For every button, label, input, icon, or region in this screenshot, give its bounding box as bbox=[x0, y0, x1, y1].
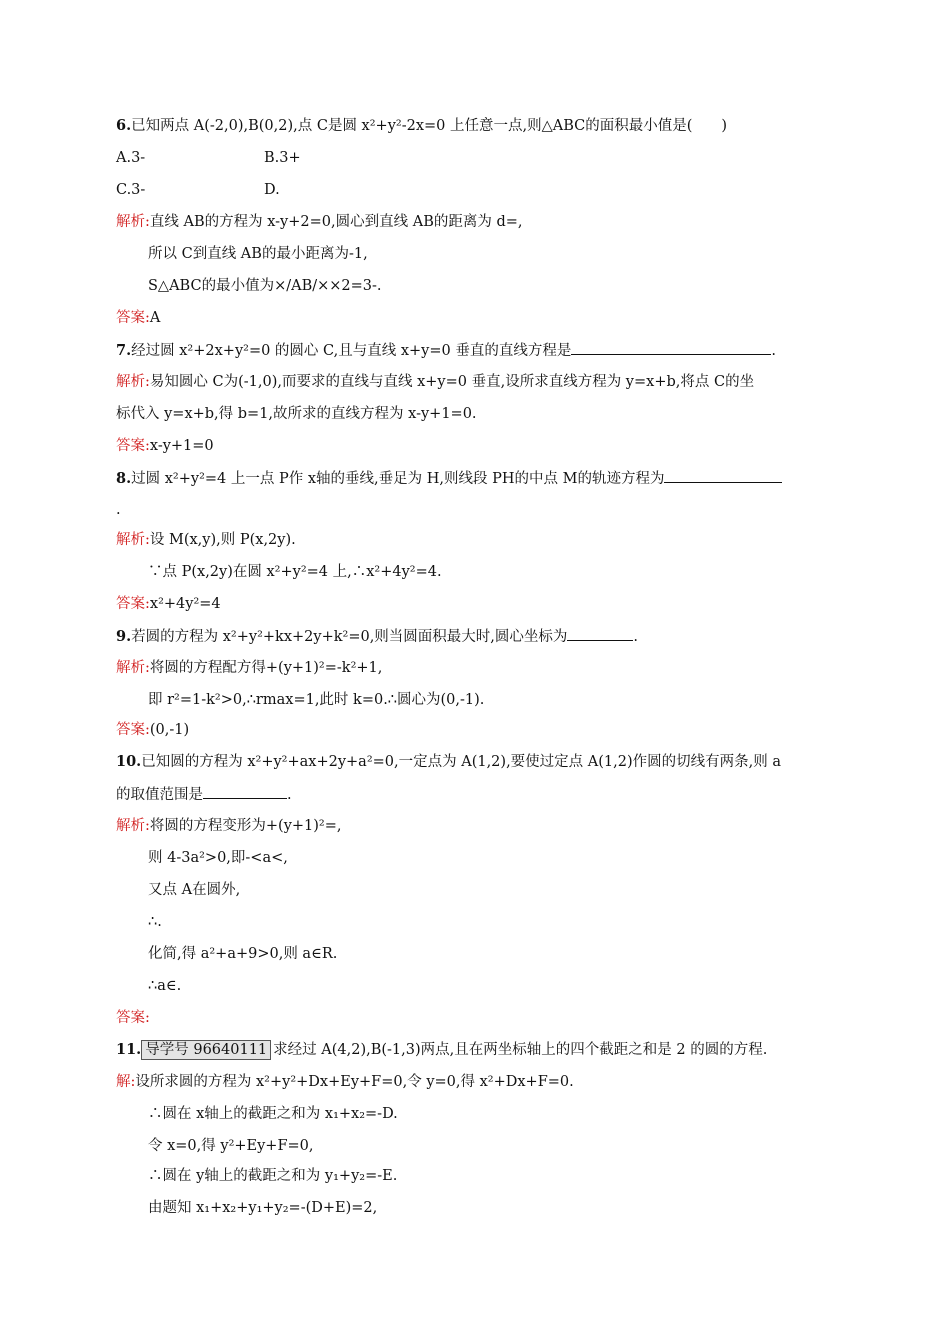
solution-label: 解析: bbox=[116, 660, 150, 676]
question-stem: 已知两点 A(-2,0),B(0,2),点 C是圆 x²+y²-2x=0 上任意一点,则△ABC的面积最小值是( ) bbox=[131, 118, 728, 134]
answer-line bbox=[116, 1008, 150, 1028]
solution-line bbox=[116, 372, 754, 392]
option-b: B.3+ bbox=[264, 150, 301, 166]
solution-line bbox=[116, 1072, 574, 1092]
solution-text: 设 M(x,y),则 P(x,2y). bbox=[149, 532, 296, 548]
solution-line: 所以 C到直线 AB的最小距离为-1, bbox=[148, 246, 368, 262]
answer-label: 答案: bbox=[116, 722, 150, 738]
answer-line bbox=[116, 594, 221, 614]
solution-label: 解析: bbox=[116, 818, 150, 834]
question-8 bbox=[116, 468, 782, 489]
answer-text: x-y+1=0 bbox=[149, 438, 214, 454]
stem-end: . bbox=[633, 629, 639, 645]
question-9 bbox=[116, 626, 638, 647]
answer-blank[interactable] bbox=[571, 340, 771, 355]
option-d: D. bbox=[264, 182, 280, 198]
answer-label: 答案: bbox=[116, 438, 150, 454]
option-a: A.3- bbox=[116, 150, 146, 166]
stem-end: . bbox=[116, 502, 121, 518]
stem-end: . bbox=[771, 343, 776, 359]
answer-blank[interactable] bbox=[203, 784, 287, 799]
solution-line bbox=[116, 658, 382, 678]
solution-label: 解析: bbox=[116, 374, 150, 390]
solution-text: 易知圆心 C为(-1,0),而要求的直线与直线 x+y=0 垂直,设所求直线方程为 y=x+b,将点 C的坐 bbox=[149, 374, 755, 390]
solution-line: 化简,得 a²+a+9>0,则 a∈R. bbox=[148, 946, 338, 962]
solution-text: 将圆的方程变形为+(y+1)²=, bbox=[149, 818, 342, 834]
answer-label: 答案: bbox=[116, 1010, 150, 1026]
solution-line: ∴a∈. bbox=[148, 978, 182, 994]
question-10 bbox=[116, 752, 781, 772]
solution-label: 解析: bbox=[116, 532, 150, 548]
question-stem: 若圆的方程为 x²+y²+kx+2y+k²=0,则当圆面积最大时,圆心坐标为 bbox=[131, 629, 568, 645]
question-number: 9. bbox=[116, 628, 132, 645]
solution-line: 则 4-3a²>0,即-<a<, bbox=[148, 850, 288, 866]
solution-text: 将圆的方程配方得+(y+1)²=-k²+1, bbox=[149, 660, 383, 676]
solution-line: S△ABC的最小值为×/AB/××2=3-. bbox=[148, 278, 382, 294]
solution-line bbox=[116, 530, 296, 550]
options-row bbox=[116, 148, 145, 168]
question-number: 8. bbox=[116, 470, 132, 487]
solution-line: ∴圆在 y轴上的截距之和为 y₁+y₂=-E. bbox=[148, 1168, 398, 1184]
solution-line bbox=[116, 816, 342, 836]
solution-text: 直线 AB的方程为 x-y+2=0,圆心到直线 AB的距离为 d=, bbox=[149, 214, 523, 230]
solution-line: ∴. bbox=[148, 914, 162, 930]
solution-line: 由题知 x₁+x₂+y₁+y₂=-(D+E)=2, bbox=[148, 1200, 378, 1216]
question-6 bbox=[116, 116, 727, 136]
answer-line bbox=[116, 308, 160, 328]
question-number: 6. bbox=[116, 117, 132, 134]
answer-line bbox=[116, 720, 189, 740]
question-number: 11. bbox=[116, 1041, 142, 1058]
question-stem-cont bbox=[116, 784, 292, 805]
answer-blank[interactable] bbox=[664, 468, 782, 483]
solution-line: ∴圆在 x轴上的截距之和为 x₁+x₂=-D. bbox=[148, 1106, 398, 1122]
solution-label: 解析: bbox=[116, 214, 150, 230]
solution-label: 解: bbox=[116, 1074, 136, 1090]
answer-label: 答案: bbox=[116, 596, 150, 612]
solution-line: 标代入 y=x+b,得 b=1,故所求的直线方程为 x-y+1=0. bbox=[116, 406, 477, 422]
answer-text: A bbox=[149, 310, 161, 326]
solution-line: 令 x=0,得 y²+Ey+F=0, bbox=[148, 1138, 314, 1154]
question-number: 7. bbox=[116, 342, 132, 359]
question-stem: 的取值范围是 bbox=[116, 787, 203, 803]
option-c: C.3- bbox=[116, 182, 146, 198]
question-stem: 求经过 A(4,2),B(-1,3)两点,且在两坐标轴上的四个截距之和是 2 的圆的方程. bbox=[273, 1042, 768, 1058]
stem-end: . bbox=[287, 787, 292, 803]
question-stem: 过圆 x²+y²=4 上一点 P作 x轴的垂线,垂足为 H,则线段 PH的中点 M的轨迹方程为 bbox=[131, 471, 665, 487]
question-7 bbox=[116, 340, 776, 361]
solution-text: 设所求圆的方程为 x²+y²+Dx+Ey+F=0,令 y=0,得 x²+Dx+F=0. bbox=[135, 1074, 574, 1090]
question-11 bbox=[116, 1040, 767, 1060]
answer-text: (0,-1) bbox=[149, 722, 190, 738]
answer-label: 答案: bbox=[116, 310, 150, 326]
solution-line bbox=[116, 212, 523, 232]
question-stem: 已知圆的方程为 x²+y²+ax+2y+a²=0,一定点为 A(1,2),要使过定点 A(1,2)作圆的切线有两条,则 a bbox=[141, 754, 781, 770]
solution-line: 又点 A在圆外, bbox=[148, 882, 241, 898]
answer-text: x²+4y²=4 bbox=[149, 596, 221, 612]
answer-line bbox=[116, 436, 214, 456]
guide-number-tag[interactable]: 导学号 96640111 bbox=[141, 1040, 271, 1060]
solution-line: 即 r²=1-k²>0,∴rmax=1,此时 k=0.∴圆心为(0,-1). bbox=[148, 692, 485, 708]
answer-blank[interactable] bbox=[567, 626, 633, 641]
solution-line: ∵点 P(x,2y)在圆 x²+y²=4 上,∴x²+4y²=4. bbox=[148, 564, 442, 580]
question-stem: 经过圆 x²+2x+y²=0 的圆心 C,且与直线 x+y=0 垂直的直线方程是 bbox=[131, 343, 572, 359]
question-number: 10. bbox=[116, 753, 142, 770]
